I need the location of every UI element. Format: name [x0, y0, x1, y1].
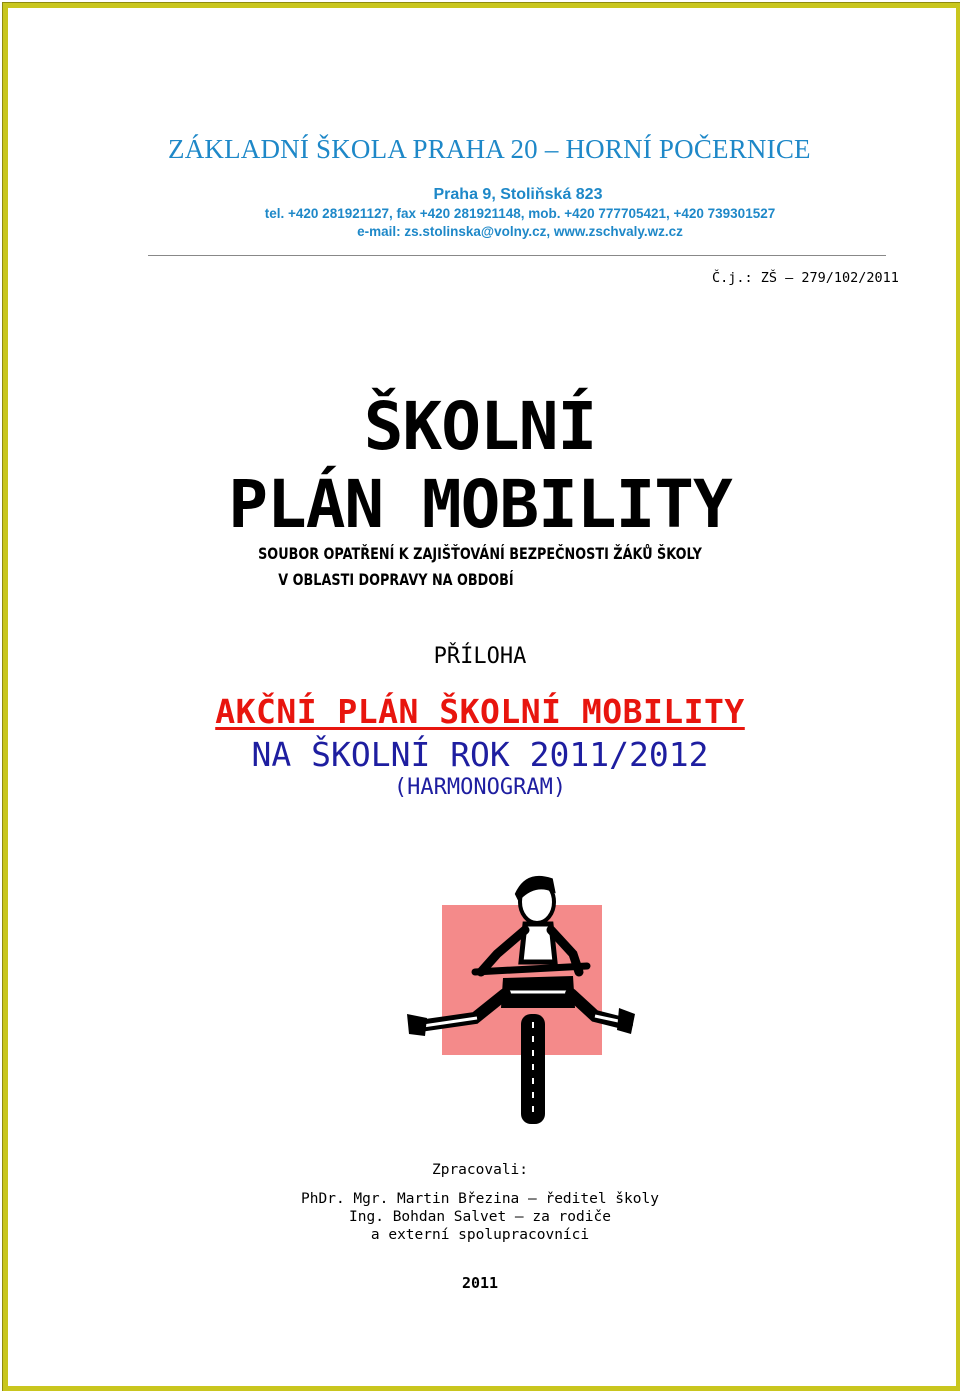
schedule-label: (HARMONOGRAM) [393, 775, 567, 800]
subtitle-line-2: V OBLASTI DOPRAVY NA OBDOBÍ [278, 570, 514, 589]
author-director: PhDr. Mgr. Martin Březina – ředitel školy [301, 1191, 659, 1207]
child-head [517, 878, 554, 923]
school-name: ZÁKLADNÍ ŠKOLA PRAHA 20 – HORNÍ POČERNICE [168, 134, 811, 164]
author-parents: Ing. Bohdan Salvet – za rodiče [349, 1209, 611, 1225]
title-line-1: ŠKOLNÍ [363, 388, 597, 465]
title-line-2: PLÁN MOBILITY [228, 466, 732, 543]
school-emails: e-mail: zs.stolinska@volny.cz, www.zschvaly.wz.cz [357, 224, 683, 239]
reference-number: Č.j.: ZŠ – 279/102/2011 [712, 270, 899, 286]
child-on-bicycle-icon [405, 868, 637, 1128]
header-divider [148, 255, 886, 256]
school-phones: tel. +420 281921127, fax +420 281921148, mob. +420 777705421, +420 739301527 [264, 206, 776, 221]
prepared-by-label: Zpracovali: [431, 1162, 529, 1178]
annex-label: PŘÍLOHA [433, 644, 527, 669]
school-address: Praha 9, Stoliňská 823 [433, 186, 603, 203]
right-shoe [617, 1008, 635, 1034]
author-external: a externí spolupracovníci [370, 1227, 590, 1243]
document-year: 2011 [461, 1274, 499, 1292]
subtitle-line-1: SOUBOR OPATŘENÍ K ZAJIŠŤOVÁNÍ BEZPEČNOSTI ŽÁKŮ ŠKOLY [258, 544, 702, 563]
school-year-line: NA ŠKOLNÍ ROK 2011/2012 [251, 735, 709, 774]
left-shoe [407, 1014, 427, 1036]
action-plan-title: AKČNÍ PLÁN ŠKOLNÍ MOBILITY [215, 692, 745, 731]
